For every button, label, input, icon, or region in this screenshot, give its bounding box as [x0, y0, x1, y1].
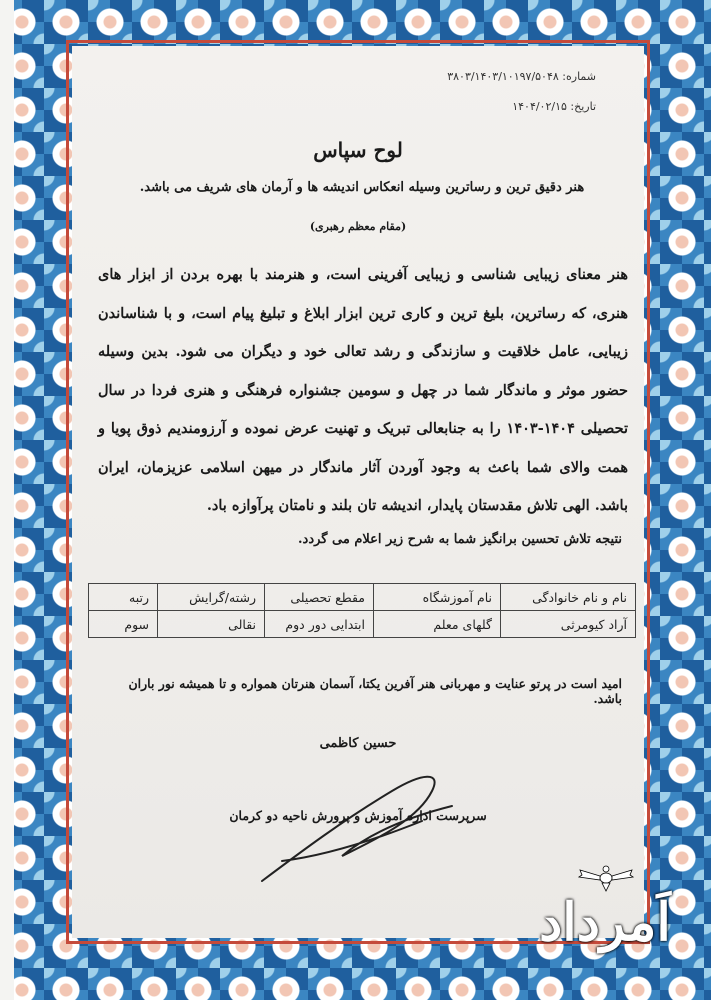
certificate-body-text: هنر معنای زیبایی شناسی و زیبایی آفرینی است، و هنرمند با بهره بردن از ابزار های هنری، که رساترین، بلیغ ترین و کاری ترین ابزار ابلاغ و تبلیغ پیام است، و با شناساندن زیبایی، عامل خلاقیت و سازندگی و رشد تعالی خود و دیگران می شود. بدین وسیله حضور موثر و ماندگار شما در چهل و سومین جشنواره فرهنگی و هنری فردا در سال تحصیلی ۱۴۰۴-۱۴۰۳ را به جنابعالی تبریک و تهنیت عرض نموده و آرزومندیم ذوق پویا و همت والای شما باعث به وجود آوردن آثار ماندگار در میهن اسلامی عزیزمان، ایران باشد. الهی تلاش مقدستان پایدار، اندیشه تان بلند و نامتان پرآوازه باد.: [98, 266, 629, 514]
signer-name: حسین کاظمی: [319, 736, 397, 751]
header-field: رشته/گرایش: [158, 584, 265, 611]
document-date-value: ۱۴۰۴/۰۲/۱۵: [512, 100, 567, 113]
document-date-label: تاریخ:: [570, 100, 596, 113]
header-name: نام و نام خانوادگی: [501, 584, 636, 611]
signer-title: سرپرست اداره آموزش و پرورش ناحیه دو کرمان: [229, 808, 487, 823]
cell-school: گلهای معلم: [374, 611, 501, 638]
document-number: [447, 70, 596, 83]
document-number-value: ۳۸۰۳/۱۴۰۳/۱۰۱۹۷/۵۰۴۸: [447, 70, 559, 83]
leader-quote: هنر دقیق ترین و رساترین وسیله انعکاس اندیشه ها و آرمان های شریف می باشد.: [139, 180, 585, 195]
award-table-header-row: [89, 584, 636, 611]
amordad-watermark: [520, 862, 690, 972]
certificate-title: لوح سپاس: [313, 138, 403, 162]
header-rank: رتبه: [89, 584, 158, 611]
cell-rank: سوم: [89, 611, 158, 638]
faravahar-icon: [578, 862, 634, 892]
results-intro: نتیجه تلاش تحسین برانگیز شما به شرح زیر اعلام می گردد.: [298, 532, 622, 547]
cell-grade: ابتدایی دور دوم: [265, 611, 374, 638]
header-school: نام آموزشگاه: [374, 584, 501, 611]
document-date: [512, 100, 596, 113]
page-left-edge: [0, 0, 14, 1000]
certificate-paper: [72, 46, 644, 938]
cell-field: نقالی: [158, 611, 265, 638]
header-grade: مقطع تحصیلی: [265, 584, 374, 611]
closing-wish: امید است در پرتو عنایت و مهربانی هنر آفرین یکتا، آسمان هنرتان همواره و تا همیشه نور باران باشد.: [128, 676, 622, 706]
handwritten-signature: [222, 761, 502, 891]
cell-name: آراد کیومرثی: [501, 611, 636, 638]
award-table-row: [89, 611, 636, 638]
document-number-label: شماره:: [562, 70, 596, 83]
quote-source: (مقام معظم رهبری): [309, 220, 407, 233]
award-table: [88, 583, 636, 638]
watermark-text: اَمرداد: [539, 892, 671, 953]
